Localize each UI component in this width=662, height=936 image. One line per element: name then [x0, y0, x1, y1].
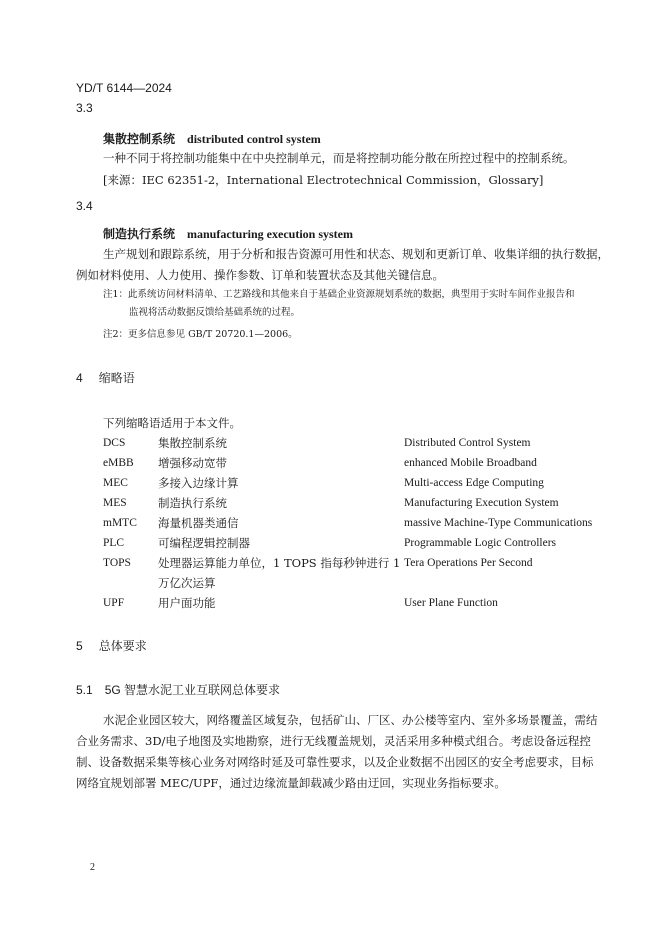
abbr-en: Multi-access Edge Computing: [404, 477, 544, 489]
definition-3-3: 一种不同于将控制功能集中在中央控制单元，而是将控制功能分散在所控过程中的控制系统。: [103, 151, 575, 165]
term-3-4: [103, 224, 353, 244]
page-number: 2: [90, 862, 95, 873]
section-5-1-heading: [76, 680, 280, 700]
section-5-number: 5: [76, 639, 83, 653]
source-3-3: [来源：IEC 62351-2，International Electrotechnical Commission，Glossary]: [103, 173, 544, 187]
para-5-1-line4: 网络宜规划部署 MEC/UPF，通过边缘流量卸载减少路由迂回，实现业务指标要求。: [76, 776, 506, 790]
abbr-code: TOPS: [103, 557, 131, 569]
section-5-1-title: 5G 智慧水泥工业互联网总体要求: [104, 683, 281, 697]
abbreviations-intro: 下列缩略语适用于本文件。: [103, 416, 241, 430]
abbr-zh: 制造执行系统: [158, 496, 227, 510]
abbr-code: MES: [103, 497, 127, 509]
section-5-1-number: 5.1: [76, 683, 93, 697]
section-4-title: 缩略语: [98, 371, 135, 385]
abbr-zh: 可编程逻辑控制器: [158, 536, 250, 550]
abbr-code: UPF: [103, 597, 125, 609]
abbr-en: User Plane Function: [404, 597, 498, 609]
abbr-en: enhanced Mobile Broadband: [404, 457, 537, 469]
section-4-number: 4: [76, 371, 83, 385]
abbr-zh: 集散控制系统: [158, 436, 227, 450]
definition-3-4-line1: 生产规划和跟踪系统，用于分析和报告资源可用性和状态、规划和更新订单、收集详细的执行数据，: [103, 247, 609, 261]
section-3-3-number: 3.3: [76, 101, 93, 115]
abbr-zh-line1: 处理器运算能力单位，1 TOPS 指每秒钟进行 1: [158, 556, 401, 570]
abbr-code: DCS: [103, 437, 126, 449]
term-3-3-zh: 集散控制系统: [103, 132, 176, 146]
abbr-zh: 多接入边缘计算: [158, 476, 239, 490]
note-2: 注2：更多信息参见 GB/T 20720.1—2006。: [103, 329, 298, 340]
abbr-code: MEC: [103, 477, 128, 489]
abbr-en: Manufacturing Execution System: [404, 497, 559, 509]
para-5-1-line3: 制、设备数据采集等核心业务对网络时延及可靠性要求，以及企业数据不出园区的安全考虑要求，目标: [76, 755, 594, 769]
note-1-line2: 监视将活动数据反馈给基础系统的过程。: [129, 307, 301, 318]
para-5-1-line1: 水泥企业园区较大，网络覆盖区域复杂，包括矿山、厂区、办公楼等室内、室外多场景覆盖，需结: [103, 713, 598, 727]
abbr-code: eMBB: [103, 457, 134, 469]
definition-3-4-line2: 例如材料使用、人力使用、操作参数、订单和装置状态及其他关键信息。: [76, 268, 444, 282]
term-3-3-en: distributed control system: [187, 132, 321, 146]
abbr-zh: 增强移动宽带: [158, 456, 227, 470]
abbr-en: Programmable Logic Controllers: [404, 537, 557, 549]
section-5-heading: [76, 636, 147, 656]
abbr-code: PLC: [103, 537, 125, 549]
abbr-zh: 海量机器类通信: [158, 516, 239, 530]
term-3-3: [103, 129, 321, 149]
section-5-title: 总体要求: [98, 639, 147, 653]
doc-code-header: YD/T 6144—2024: [76, 81, 172, 95]
abbr-code: mMTC: [103, 517, 137, 529]
abbr-en: massive Machine-Type Communications: [404, 517, 593, 529]
abbr-zh: 用户面功能: [158, 596, 216, 610]
term-3-4-en: manufacturing execution system: [187, 227, 353, 241]
abbr-zh-line2: 万亿次运算: [158, 576, 216, 590]
note-1-line1: 注1：此系统访问材料清单、工艺路线和其他来自于基础企业资源规划系统的数据，典型用于实时车间作业报告和: [103, 289, 575, 300]
abbr-en: Distributed Control System: [404, 437, 531, 449]
para-5-1-line2: 合业务需求、3D/电子地图及实地勘察，进行无线覆盖规划，灵活采用多种模式组合。考虑设备远程控: [76, 734, 591, 748]
term-3-4-zh: 制造执行系统: [103, 227, 176, 241]
section-4-heading: [76, 368, 135, 388]
abbr-en: Tera Operations Per Second: [404, 557, 533, 569]
section-3-4-number: 3.4: [76, 199, 93, 213]
